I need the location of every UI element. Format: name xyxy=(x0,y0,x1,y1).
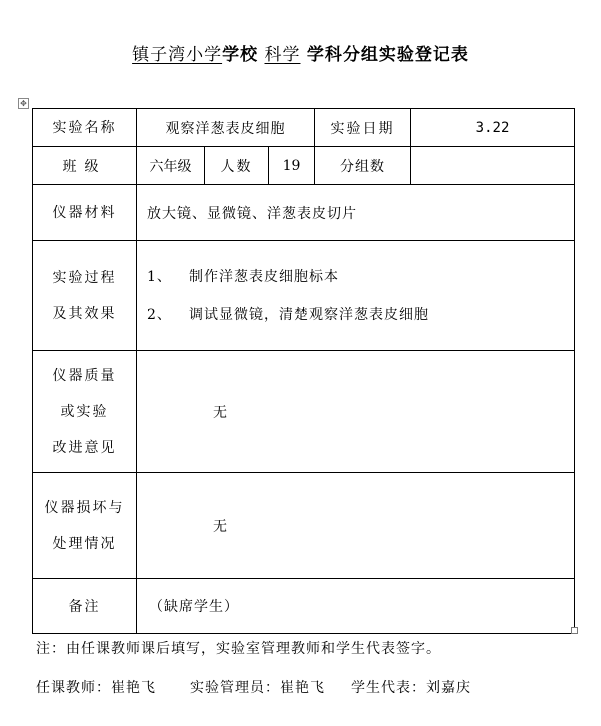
experiment-name-value[interactable]: 观察洋葱表皮细胞 xyxy=(137,109,315,147)
table-row xyxy=(33,351,575,473)
step-number: 2、 xyxy=(147,306,172,323)
lab-admin-name: 崔艳飞 xyxy=(280,680,325,696)
quality-label-line3: 改进意见 xyxy=(52,439,117,456)
footnote: 注：由任课教师课后填写，实验室管理教师和学生代表签字。 xyxy=(36,641,441,657)
table-row xyxy=(33,579,575,634)
quality-label xyxy=(33,351,137,473)
process-step xyxy=(137,296,574,334)
experiment-name-label: 实验名称 xyxy=(33,109,137,147)
quality-label-line2: 或实验 xyxy=(60,403,109,420)
teacher-label: 任课教师： xyxy=(36,680,111,696)
page-title xyxy=(0,40,601,65)
step-number: 1、 xyxy=(147,268,172,285)
quality-label-line1: 仪器质量 xyxy=(52,367,117,384)
table-resize-handle[interactable] xyxy=(571,627,578,634)
table-row xyxy=(33,109,575,147)
process-label xyxy=(33,241,137,351)
lab-admin-label: 实验管理员： xyxy=(190,680,280,696)
title-suffix: 学科分组实验登记表 xyxy=(306,45,469,65)
student-count-label: 人数 xyxy=(205,147,269,185)
subject-name: 科学 xyxy=(264,45,301,65)
class-label: 班级 xyxy=(33,147,137,185)
table-row xyxy=(33,185,575,241)
process-value[interactable] xyxy=(137,241,575,351)
class-value[interactable]: 六年级 xyxy=(137,147,205,185)
student-rep-name: 刘嘉庆 xyxy=(426,680,471,696)
table-row xyxy=(33,241,575,351)
materials-label: 仪器材料 xyxy=(33,185,137,241)
remarks-label: 备注 xyxy=(33,579,137,634)
materials-value[interactable]: 放大镜、显微镜、洋葱表皮切片 xyxy=(137,185,575,241)
process-label-line1: 实验过程 xyxy=(52,269,117,286)
student-count-value[interactable]: 19 xyxy=(269,147,315,185)
quality-value[interactable]: 无 xyxy=(137,351,575,473)
remarks-value[interactable]: （缺席学生） xyxy=(137,579,575,634)
damage-label-line2: 处理情况 xyxy=(52,535,117,552)
table-move-handle-icon[interactable]: ✥ xyxy=(18,98,29,109)
signature-line xyxy=(36,677,471,697)
teacher-name: 崔艳飞 xyxy=(111,680,156,696)
student-rep-label: 学生代表： xyxy=(351,680,426,696)
group-count-label: 分组数 xyxy=(315,147,411,185)
table-row xyxy=(33,473,575,579)
school-suffix: 学校 xyxy=(222,45,259,65)
damage-label xyxy=(33,473,137,579)
experiment-date-label: 实验日期 xyxy=(315,109,411,147)
process-label-line2: 及其效果 xyxy=(52,305,117,322)
group-count-value[interactable] xyxy=(411,147,575,185)
step-text: 制作洋葱表皮细胞标本 xyxy=(189,268,339,285)
experiment-date-value[interactable]: 3.22 xyxy=(411,109,575,147)
damage-value[interactable]: 无 xyxy=(137,473,575,579)
damage-label-line1: 仪器损坏与 xyxy=(44,499,125,516)
table-row xyxy=(33,147,575,185)
school-name: 镇子湾小学 xyxy=(132,45,223,65)
step-text: 调试显微镜，清楚观察洋葱表皮细胞 xyxy=(189,306,429,323)
process-step xyxy=(137,258,574,296)
experiment-register-table xyxy=(32,108,575,634)
